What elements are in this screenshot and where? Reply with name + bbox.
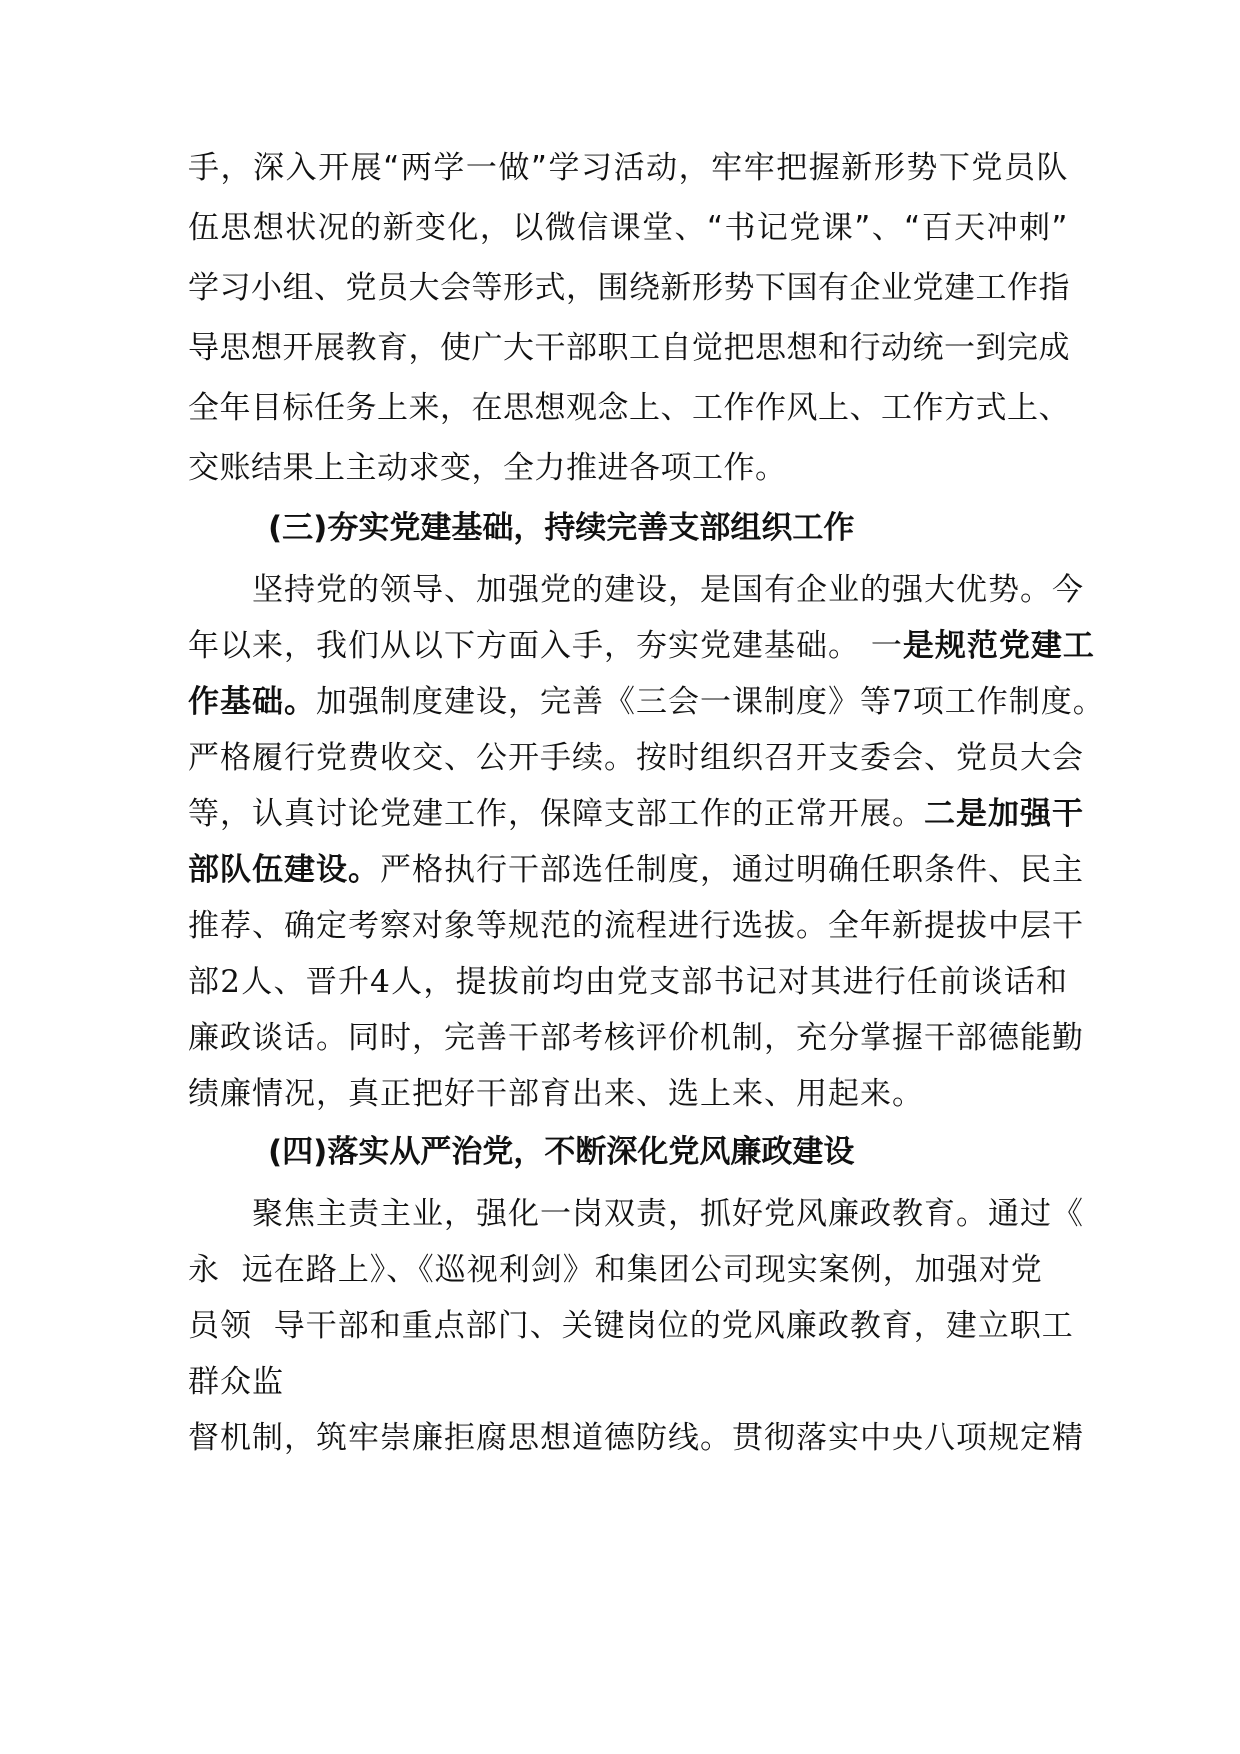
paragraph-line: 伍思想状况的新变化，以微信课堂、“书记党课”、“百天冲刺” [188,210,1068,246]
paragraph-text: 等，认真讨论党建工作，保障支部工作的正常开展。 [188,796,924,832]
paragraph-line [188,616,1095,676]
paragraph-line: 交账结果上主动求变，全力推进各项工作。 [188,450,787,486]
paragraph-line: 坚持党的领导、加强党的建设，是国有企业的强大优势。今 [252,572,1084,608]
paragraph-line: 部2人、晋升4人，提拔前均由党支部书记对其进行任前谈话和 [188,964,1068,1000]
paragraph-line: 手，深入开展“两学一做”学习活动，牢牢把握新形势下党员队 [188,150,1068,186]
paragraph-line: 学习小组、党员大会等形式，围绕新形势下国有企业党建工作指 [188,270,1070,306]
paragraph-line: 永 远在路上》、《巡视利剑》和集团公司现实案例，加强对党 [188,1252,1043,1288]
paragraph-line: 廉政谈话。同时，完善干部考核评价机制，充分掌握干部德能勤 [188,1020,1084,1056]
paragraph-line: 员领 导干部和重点部门、关键岗位的党风廉政教育，建立职工 [188,1308,1074,1344]
paragraph-line: 督机制，筑牢崇廉拒腐思想道德防线。贯彻落实中央八项规定精 [188,1420,1084,1456]
paragraph-text: 严格执行干部选任制度，通过明确任职条件、民主 [380,852,1084,888]
bold-keyword: 是规范党建工 [902,628,1095,664]
paragraph-line [188,784,1084,844]
bold-keyword: 作基础。 [188,684,316,720]
paragraph-text: 加强制度建设，完善《三会一课制度》等7项工作制度。 [316,684,1105,720]
paragraph-line: 推荐、确定考察对象等规范的流程进行选拔。全年新提拔中层干 [188,908,1084,944]
section-heading: (三)夯实党建基础，持续完善支部组织工作 [268,510,855,546]
paragraph-line: 导思想开展教育，使广大干部职工自觉把思想和行动统一到完成 [188,330,1070,366]
section-heading: (四)落实从严治党，不断深化党风廉政建设 [268,1134,855,1170]
paragraph-line: 严格履行党费收交、公开手续。按时组织召开支委会、党员大会 [188,740,1084,776]
bold-keyword: 部队伍建设。 [188,852,380,888]
paragraph-text: 年以来，我们从以下方面入手，夯实党建基础。 一 [188,628,903,664]
paragraph-line: 聚焦主责主业，强化一岗双责，抓好党风廉政教育。通过《 [252,1196,1084,1232]
paragraph-line [188,840,1084,900]
paragraph-line: 群众监 [188,1364,284,1400]
bold-keyword: 二是加强干 [924,796,1084,832]
paragraph-line: 绩廉情况，真正把好干部育出来、选上来、用起来。 [188,1076,924,1112]
paragraph-line [188,672,1105,732]
paragraph-line: 全年目标任务上来，在思想观念上、工作作风上、工作方式上、 [188,390,1070,426]
